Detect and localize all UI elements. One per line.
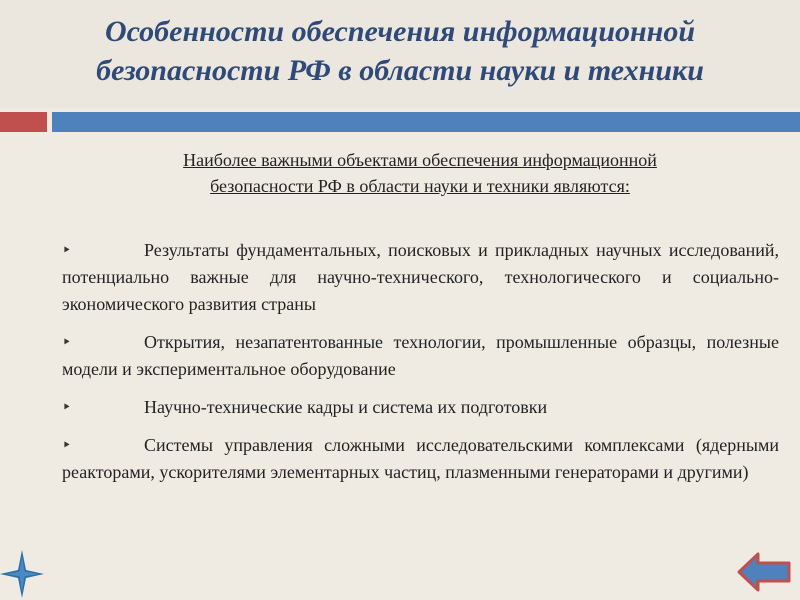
chevron-right-icon: ⯈ [62,336,71,349]
bullet-list [62,237,779,497]
bullet-text: Результаты фундаментальных, поисковых и прикладных научных исследований, потенциально важные для научно-технического, технологического и социально-экономического развития страны [62,240,779,314]
accent-bar-blue [52,112,800,132]
bullet-text: Открытия, незапатентованные технологии, промышленные образцы, полезные модели и экспериментальное оборудование [62,332,779,379]
list-item [62,329,779,383]
chevron-right-icon: ⯈ [62,439,71,452]
list-item [62,394,779,421]
intro-line-2: безопасности РФ в области науки и техники являются: [210,176,630,196]
intro-line-1: Наиболее важными объектами обеспечения информационной [183,150,657,170]
chevron-right-icon: ⯈ [62,244,71,257]
slide-title [20,12,780,90]
bullet-text: Системы управления сложными исследовательскими комплексами (ядерными реакторами, ускорителями элементарных частиц, плазменными генераторами и другими) [62,435,779,482]
accent-bar-red [0,112,47,132]
list-item [62,237,779,318]
title-line-1: Особенности обеспечения информационной [104,15,696,48]
title-line-2: безопасности РФ в области науки и техники [96,54,704,87]
list-item [62,432,779,486]
chevron-right-icon: ⯈ [62,401,71,414]
intro-text [80,147,760,199]
back-arrow-icon[interactable] [736,549,792,595]
four-point-star-icon [0,548,46,600]
bullet-text: Научно-технические кадры и система их подготовки [144,397,548,417]
